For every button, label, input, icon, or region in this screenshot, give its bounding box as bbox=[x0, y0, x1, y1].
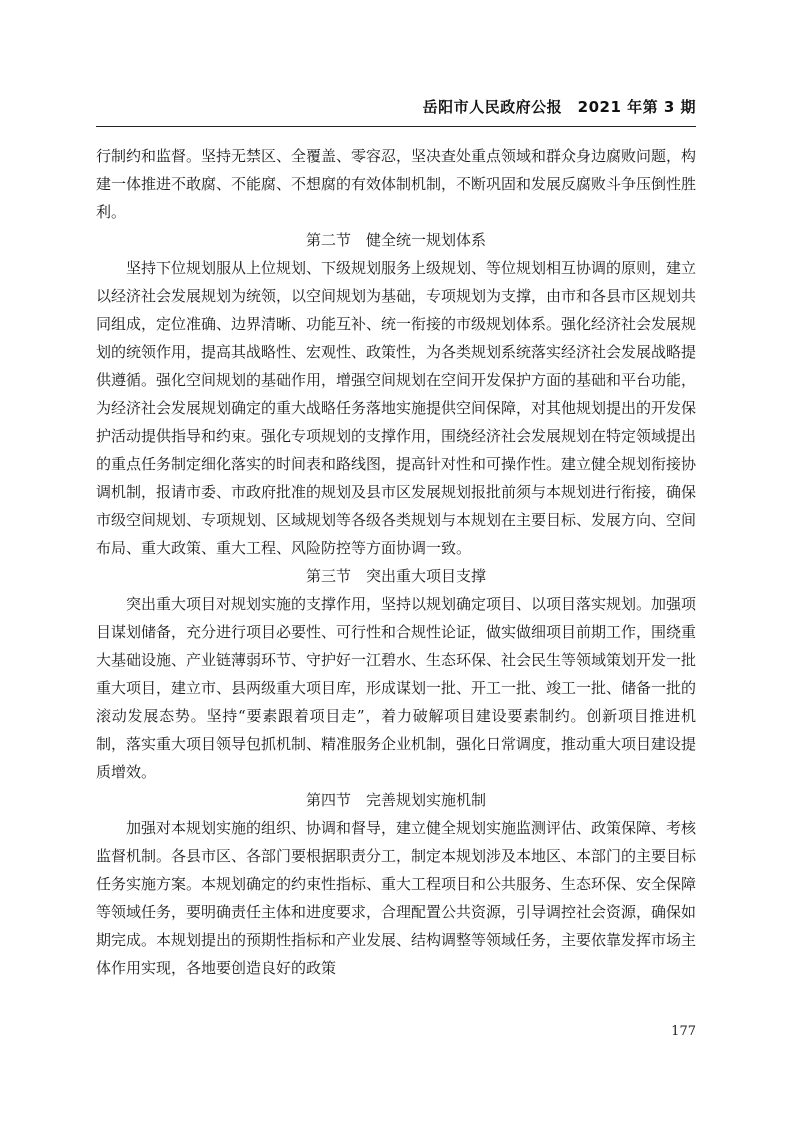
paragraph-implementation: 加强对本规划实施的组织、协调和督导，建立健全规划实施监测评估、政策保障、考核监督机制。各县市区、各部门要根据职责分工，制定本规划涉及本地区、本部门的主要目标任务实施方案。本规划确定的约束性指标、重大工程项目和公共服务、生态环保、安全保障等领域任务，要明确责任主体和进度要求，合理配置公共资源，引导调控社会资源，确保如期完成。本规划提出的预期性指标和产业发展、结构调整等领域任务，主要依靠发挥市场主体作用实现，各地要创造良好的政策 bbox=[96, 819, 697, 977]
section-heading-3: 第三节 突出重大项目支撑 bbox=[305, 567, 486, 585]
paragraph-planning-system: 坚持下位规划服从上位规划、下级规划服务上级规划、等位规划相互协调的原则，建立以经济社会发展规划为统领，以空间规划为基础，专项规划为支撑，由市和各县市区规划共同组成，定位准确、边界清晰、功能互补、统一衔接的市级规划体系。强化经济社会发展规划的统领作用，提高其战略性、宏观性、政策性，为各类规划系统落实经济社会发展战略提供遵循。强化空间规划的基础作用，增强空间规划在空间开发保护方面的基础和平台功能，为经济社会发展规划确定的重大战略任务落地实施提供空间保障，对其他规划提出的开发保护活动提供指导和约束。强化专项规划的支撑作用，围绕经济社会发展规划在特定领域提出的重点任务制定细化落实的时间表和路线图，提高针对性和可操作性。建立健全规划衔接协调机制，报请市委、市政府批准的规划及县市区发展规划报批前须与本规划进行衔接，确保市级空间规划、专项规划、区域规划等各级各类规划与本规划在主要目标、发展方向、空间布局、重大政策、重大工程、风险防控等方面协调一致。 bbox=[96, 259, 697, 557]
document-body bbox=[96, 142, 696, 982]
section-heading-2: 第二节 健全统一规划体系 bbox=[305, 231, 486, 249]
paragraph-major-projects: 突出重大项目对规划实施的支撑作用，坚持以规划确定项目、以项目落实规划。加强项目谋划储备，充分进行项目必要性、可行性和合规性论证，做实做细项目前期工作，围绕重大基础设施、产业链薄弱环节、守护好一江碧水、生态环保、社会民生等领域策划开发一批重大项目，建立市、县两级重大项目库，形成谋划一批、开工一批、竣工一批、储备一批的滚动发展态势。坚持“要素跟着项目走”，着力破解项目建设要素制约。创新项目推进机制，落实重大项目领导包抓机制、精准服务企业机制，强化日常调度，推动重大项目建设提质增效。 bbox=[96, 595, 697, 781]
header-divider bbox=[96, 126, 696, 127]
section-heading-4: 第四节 完善规划实施机制 bbox=[305, 791, 486, 809]
publication-header: 岳阳市人民政府公报 2021 年第 3 期 bbox=[422, 98, 696, 116]
paragraph-continued: 行制约和监督。坚持无禁区、全覆盖、零容忍，坚决查处重点领域和群众身边腐败问题，构建一体推进不敢腐、不能腐、不想腐的有效体制机制，不断巩固和发展反腐败斗争压倒性胜利。 bbox=[96, 147, 697, 221]
page-number: 177 bbox=[671, 1024, 696, 1039]
